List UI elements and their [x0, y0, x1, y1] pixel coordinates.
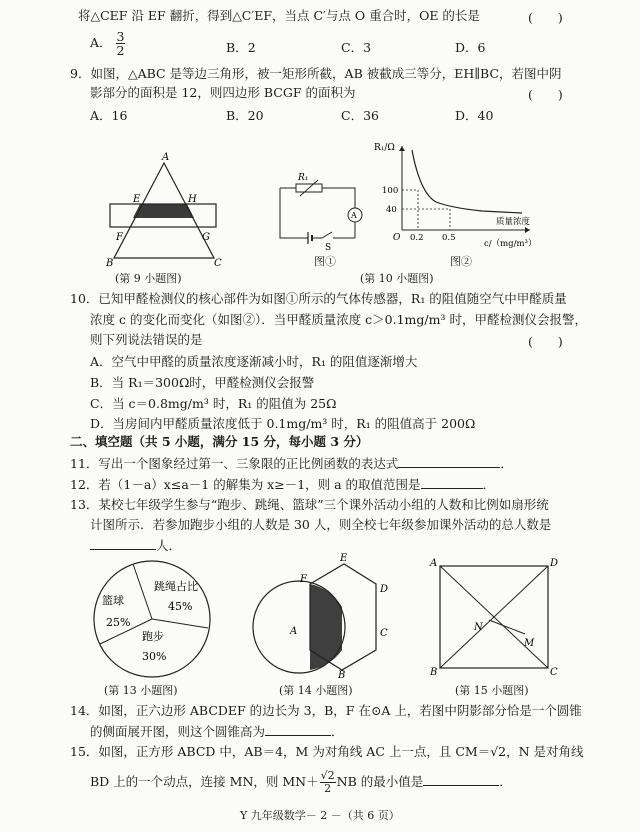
figure-9-caption: (第 9 小题图)	[115, 272, 182, 285]
fraction-numerator: 3	[116, 29, 125, 44]
q8-option-c: C．3	[341, 40, 372, 55]
figure-13-pie	[88, 558, 218, 680]
q8-answer-paren: ( )	[528, 10, 563, 25]
pie-label-run-pct: 30%	[142, 650, 167, 663]
option-letter: A．	[90, 35, 112, 50]
q8-option-d: D．6	[455, 40, 486, 55]
label-e: E	[340, 553, 348, 564]
label-a: A	[290, 626, 298, 637]
y-tick-100: 100	[382, 186, 399, 196]
x-tick-05: 0.5	[442, 233, 456, 243]
figure-10-graph	[372, 138, 542, 250]
q14-line2: 的侧面展开图，则这个圆锥高为 ．	[90, 724, 344, 739]
label-a: A	[430, 558, 438, 569]
q11-answer-blank[interactable]	[398, 455, 500, 468]
q10-line1: 10．已知甲醛检测仪的核心部件为如图①所示的气体传感器，R₁ 的阻值随空气中甲醛质量	[70, 291, 567, 306]
q8-option-a	[90, 30, 125, 57]
label-a: A	[162, 152, 170, 163]
q15-answer-blank[interactable]	[423, 773, 499, 786]
q15-line1: 15．如图，正方形 ABCD 中，AB＝4，M 为对角线 AC 上一点，且 CM＝√2，N 是对角线	[70, 744, 584, 759]
fraction-denominator: 2	[116, 43, 125, 58]
q9-option-d: D．40	[455, 108, 494, 123]
page-footer: Y 九年级数学－ 2 －（共 6 页）	[240, 809, 400, 822]
label-c: C	[380, 628, 388, 639]
section-title: 二、填空题（共 5 小题，满分 15 分，每小题 3 分）	[70, 434, 369, 449]
pie-label-run: 跑步	[142, 630, 164, 643]
label-c: C	[214, 258, 222, 269]
figure-10-caption: (第 10 小题图)	[360, 272, 434, 285]
q12: 12．若（1－a）x≤a－1 的解集为 x≥－1，则 a 的取值范围是 ．	[70, 477, 496, 492]
figure-10b-caption: 图②	[450, 255, 472, 268]
figure-10-circuit	[270, 170, 375, 255]
figure-9	[100, 152, 240, 270]
label-f: F	[116, 232, 123, 243]
q13-answer-blank[interactable]	[90, 537, 156, 550]
y-tick-40: 40	[386, 205, 397, 215]
label-g: G	[202, 232, 210, 243]
x-tick-02: 0.2	[410, 233, 424, 243]
q10-option-d: D．当房间内甲醛质量浓度低于 0.1mg/m³ 时，R₁ 的阻值高于 200Ω	[90, 416, 476, 431]
q15-line2-b: NB 的最小值是	[336, 774, 424, 789]
origin-label: O	[393, 233, 401, 243]
y-axis-label: R₁/Ω	[374, 143, 395, 153]
q15-line2: BD 上的一个动点，连接 MN，则 MN＋ $\frac{√2}{2}$ NB 的最小值是 ．	[90, 769, 512, 795]
q9-option-b: B．20	[226, 108, 264, 123]
q12-answer-blank[interactable]	[421, 476, 483, 489]
label-switch: S	[325, 243, 332, 253]
q10-option-c: C．当 c＝0.8mg/m³ 时，R₁ 的阻值为 25Ω	[90, 396, 337, 411]
label-ammeter: A	[351, 211, 357, 220]
q9-line2: 影部分的面积是 12，则四边形 BCGF 的面积为	[90, 85, 356, 100]
figure-15-square	[428, 556, 562, 678]
q14-line1: 14．如图，正六边形 ABCDEF 的边长为 3，B，F 在⊙A 上，若图中阴影部分恰是一个圆锥	[70, 703, 582, 718]
pie-label-ball-pct: 25%	[106, 616, 131, 629]
q13-line2: 计图所示．若参加跑步小组的人数是 30 人，则全校七年级参加课外活动的总人数是	[90, 517, 552, 532]
q10-line2: 浓度 c 的变化而变化（如图②）．当甲醛质量浓度 c＞0.1mg/m³ 时，甲醛检测仪会报警，	[90, 312, 587, 327]
pie-label-ball: 篮球	[102, 594, 124, 607]
label-b: B	[338, 670, 346, 681]
figure-14-hexagon	[254, 552, 394, 680]
q15-line2-a: BD 上的一个动点，连接 MN，则 MN＋	[90, 774, 319, 789]
label-r1: R₁	[298, 173, 309, 183]
label-c: C	[550, 667, 558, 678]
pie-label-rope: 跳绳占比	[154, 580, 198, 593]
q10-answer-paren: ( )	[528, 334, 563, 349]
fraction-denominator: 2	[324, 782, 332, 795]
figure-14-caption: (第 14 小题图)	[279, 684, 353, 697]
x-axis-label-2: c/（mg/m³）	[484, 239, 537, 249]
q11: 11．写出一个图象经过第一、三象限的正比例函数的表达式 ．	[70, 456, 513, 471]
figure-15-caption: (第 15 小题图)	[455, 684, 529, 697]
fraction-numerator: √2	[320, 769, 335, 782]
switch-icon	[322, 232, 332, 238]
q13-line3	[90, 537, 181, 554]
q12-text: 12．若（1－a）x≤a－1 的解集为 x≥－1，则 a 的取值范围是	[70, 477, 421, 492]
label-n: N	[474, 622, 483, 633]
q8-text: 将△CEF 沿 EF 翻折，得到△C′EF，当点 C′与点 O 重合时，OE 的长是	[78, 8, 480, 23]
q13-line3-tail: 人．	[156, 538, 182, 553]
q10-option-a: A．空气中甲醛的质量浓度逐渐减小时，R₁ 的阻值逐渐增大	[90, 354, 418, 369]
label-b: B	[430, 667, 438, 678]
label-m: M	[524, 638, 535, 649]
figure-13-caption: (第 13 小题图)	[104, 684, 178, 697]
q14-line2-text: 的侧面展开图，则这个圆锥高为	[90, 724, 266, 739]
q9-answer-paren: ( )	[528, 87, 563, 102]
q9-option-c: C．36	[341, 108, 379, 123]
label-b: B	[106, 258, 114, 269]
label-e: E	[133, 194, 141, 205]
label-f: F	[300, 574, 307, 585]
x-axis-label-1: 质量浓度	[496, 217, 531, 227]
q9-option-a: A．16	[90, 108, 128, 123]
q10-option-b: B．当 R₁＝300Ω时，甲醛检测仪会报警	[90, 375, 315, 390]
q14-answer-blank[interactable]	[265, 723, 331, 736]
label-d: D	[380, 584, 389, 595]
q8-option-b: B．2	[226, 40, 256, 55]
pie-label-rope-pct: 45%	[168, 600, 193, 613]
q9-line1: 9．如图，△ABC 是等边三角形，被一矩形所截，AB 被截成三等分，EH∥BC，若图中阴	[70, 66, 562, 81]
q13-line1: 13．某校七年级学生参与“跑步、跳绳、篮球”三个课外活动小组的人数和比例如扇形统	[70, 497, 549, 512]
label-h: H	[188, 194, 197, 205]
figure-10a-caption: 图①	[314, 255, 336, 268]
label-d: D	[550, 558, 559, 569]
q10-line3: 则下列说法错误的是	[90, 332, 203, 347]
q11-text: 11．写出一个图象经过第一、三象限的正比例函数的表达式	[70, 456, 399, 471]
